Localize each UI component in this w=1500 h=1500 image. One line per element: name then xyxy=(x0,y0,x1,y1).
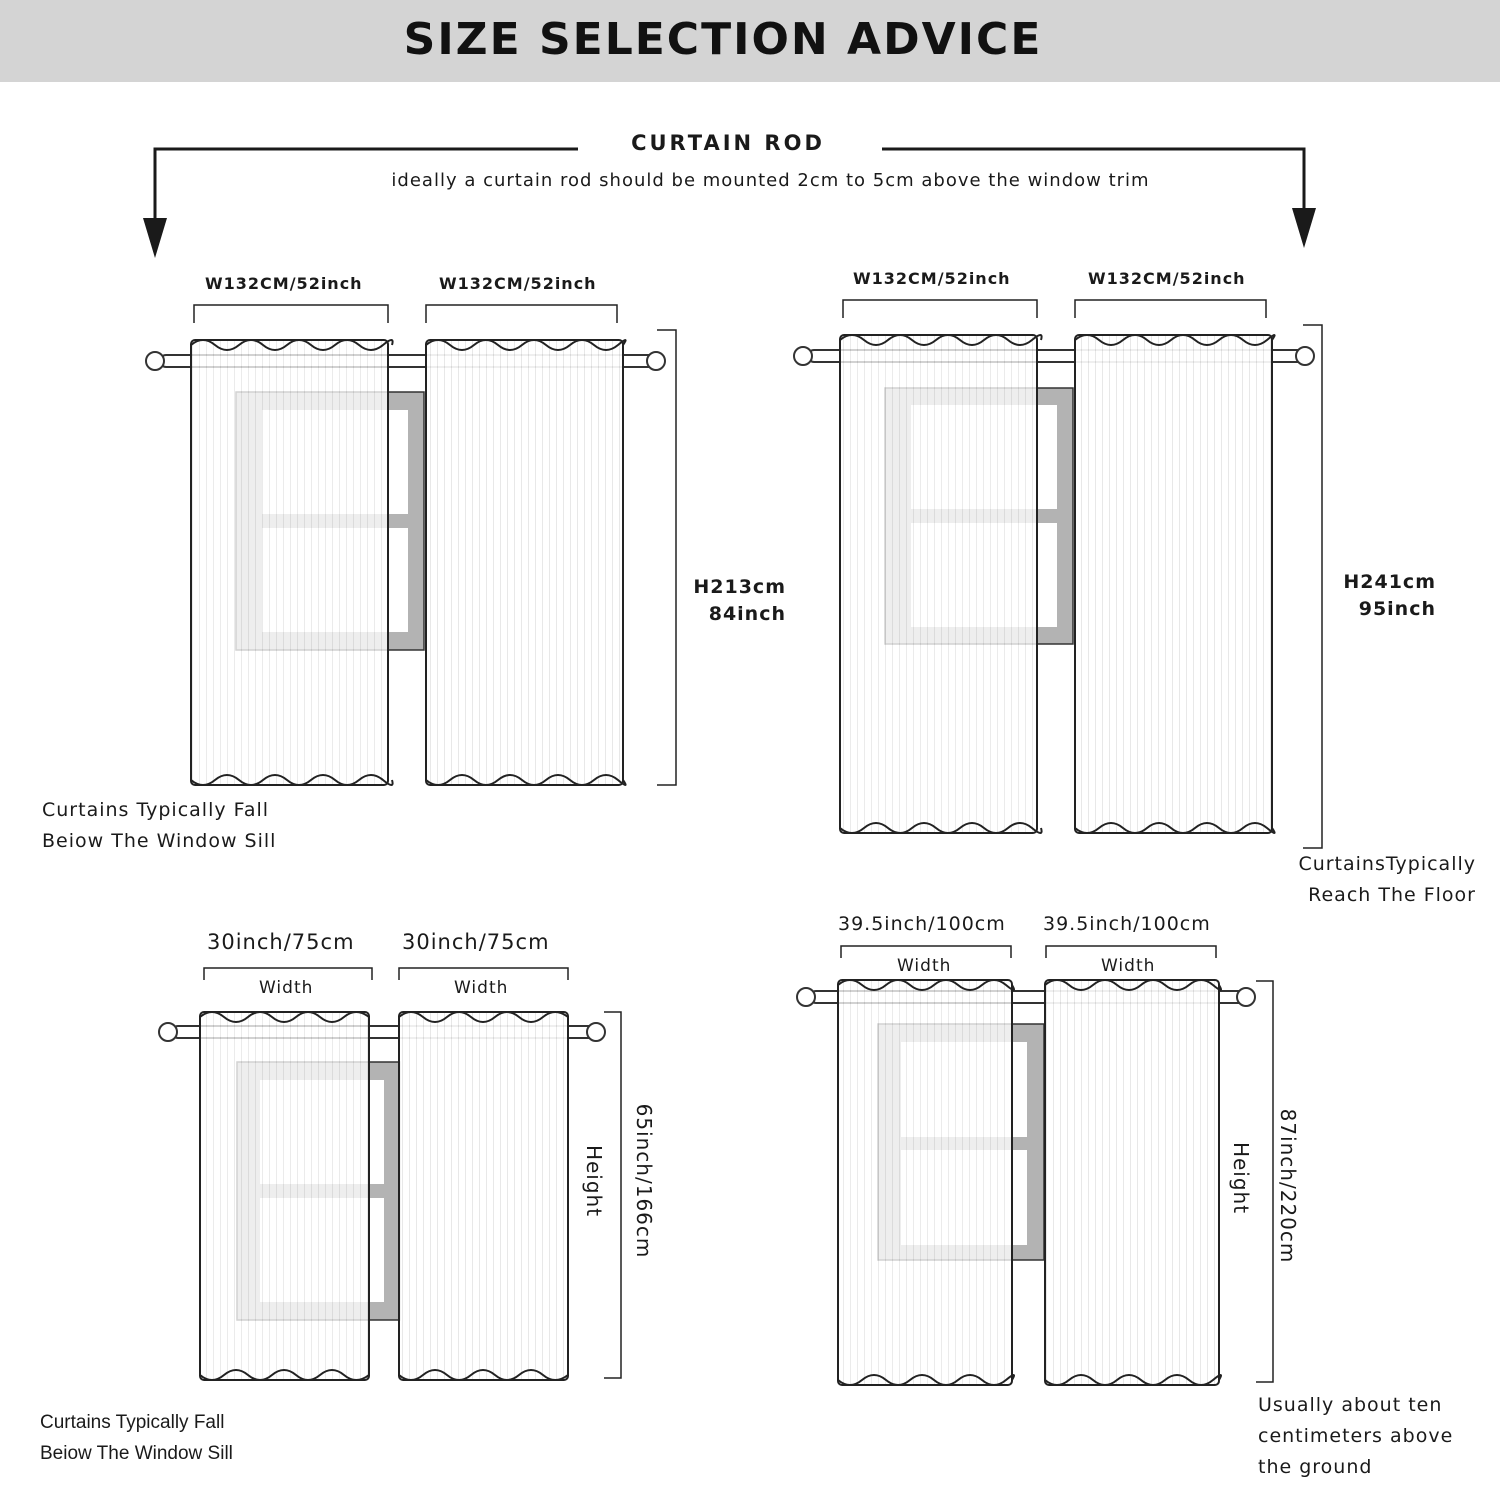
tr-note xyxy=(1276,849,1476,911)
bl-height-value: 65inch/166cm xyxy=(632,1103,656,1259)
br-right-width-label: 39.5inch/100cm xyxy=(1043,913,1211,935)
bl-right-width-label: 30inch/75cm xyxy=(402,930,550,954)
tr-left-width-label: W132CM/52inch xyxy=(853,269,1011,288)
tl-height-label xyxy=(690,574,786,628)
tr-height-inch: 95inch xyxy=(1358,598,1436,620)
panel-bottom-right-drawing xyxy=(797,980,1255,1385)
tr-height-label xyxy=(1336,569,1436,623)
bl-note-line2: Beiow The Window Sill xyxy=(40,1443,233,1464)
br-left-width-word: Width xyxy=(897,956,952,976)
bl-note-line1: Curtains Typically Fall xyxy=(40,1412,225,1433)
tr-height-cm: H241cm xyxy=(1343,571,1436,593)
br-left-width-label: 39.5inch/100cm xyxy=(838,913,1006,935)
br-note-line1: Usually about ten xyxy=(1258,1394,1443,1416)
tl-left-width-label: W132CM/52inch xyxy=(205,274,363,293)
page-title: SIZE SELECTION ADVICE xyxy=(403,14,1043,65)
bl-height-word: Height xyxy=(582,1144,606,1218)
tl-right-width-label: W132CM/52inch xyxy=(439,274,597,293)
rod-bracket-arrows xyxy=(143,149,1316,258)
panel-bottom-left-drawing xyxy=(159,1012,605,1380)
panel-top-right-drawing xyxy=(794,335,1314,833)
tr-right-width-label: W132CM/52inch xyxy=(1088,269,1246,288)
br-note xyxy=(1258,1390,1453,1483)
br-height-word: Height xyxy=(1229,1141,1253,1215)
panel-top-left-drawing xyxy=(146,340,665,785)
tl-note-line2: Beiow The Window Sill xyxy=(42,830,277,852)
curtain-rod-note: ideally a curtain rod should be mounted 2cm to 5cm above the window trim xyxy=(391,170,1150,191)
bl-left-width-label: 30inch/75cm xyxy=(207,930,355,954)
tl-height-inch: 84inch xyxy=(708,603,786,625)
bl-left-width-word: Width xyxy=(259,978,314,998)
br-right-width-word: Width xyxy=(1101,956,1156,976)
br-note-line3: the ground xyxy=(1258,1456,1373,1478)
tl-note-line1: Curtains Typically Fall xyxy=(42,799,270,821)
bl-note xyxy=(40,1407,233,1469)
tl-height-cm: H213cm xyxy=(693,576,786,598)
tr-note-line1: CurtainsTypically xyxy=(1298,853,1476,875)
curtain-rod-title: CURTAIN ROD xyxy=(631,131,825,155)
br-height-value: 87inch/220cm xyxy=(1276,1108,1300,1264)
tl-note xyxy=(42,795,276,857)
bl-right-width-word: Width xyxy=(454,978,509,998)
tr-note-line2: Reach The Floor xyxy=(1308,884,1476,906)
br-note-line2: centimeters above xyxy=(1258,1425,1454,1447)
